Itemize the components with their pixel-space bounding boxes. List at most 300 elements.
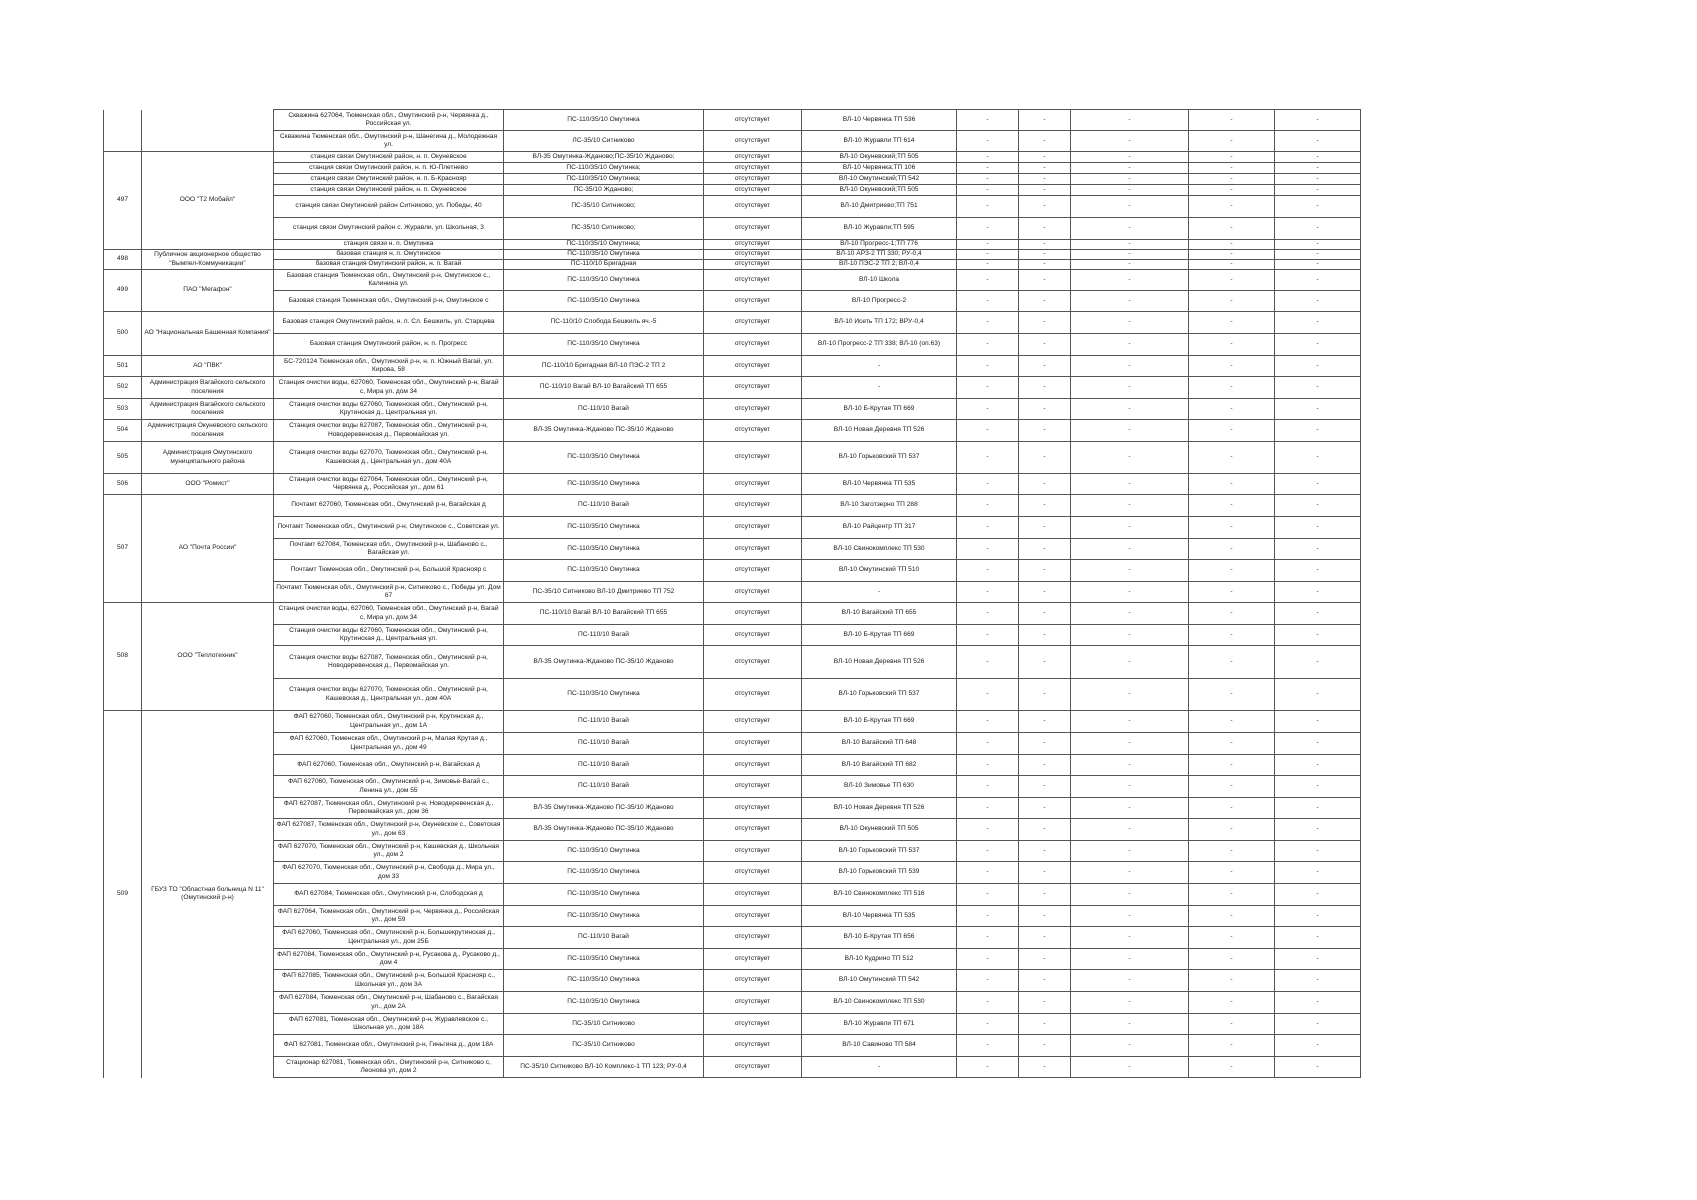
dash-cell: - — [1019, 152, 1071, 163]
dash-cell: - — [957, 185, 1019, 196]
dash-cell: - — [1019, 495, 1071, 517]
dash-cell: - — [957, 334, 1019, 356]
dash-cell: - — [1019, 334, 1071, 356]
dash-cell: - — [1189, 495, 1275, 517]
dash-cell: - — [1189, 399, 1275, 420]
dash-cell: - — [1275, 163, 1361, 174]
dash-cell: - — [957, 1057, 1019, 1078]
dash-cell: - — [957, 798, 1019, 819]
supply-substation: ПС-110/35/10 Омутинка — [504, 841, 704, 862]
dash-cell: - — [1019, 260, 1071, 270]
dash-cell: - — [1189, 819, 1275, 841]
power-line: ВЛ-10 Новая Деревня ТП 526 — [802, 798, 957, 819]
object-address: Почтамт 627060, Тюменская обл., Омутинский р-н, Вагайская д — [274, 495, 504, 517]
dash-cell: - — [1071, 312, 1189, 334]
dash-cell: - — [1275, 377, 1361, 399]
status-cell: отсутствует — [704, 949, 802, 970]
dash-cell: - — [957, 250, 1019, 260]
object-address: Скважина 627064, Тюменская обл., Омутинский р-н, Червянка д., Российская ул. — [274, 110, 504, 131]
supply-substation: ПС-110/35/10 Омутинка — [504, 560, 704, 582]
row-number: 502 — [104, 377, 142, 399]
dash-cell: - — [1019, 240, 1071, 250]
dash-cell: - — [1019, 131, 1071, 152]
dash-cell: - — [957, 218, 1019, 240]
status-cell: отсутствует — [704, 356, 802, 377]
dash-cell: - — [1275, 603, 1361, 625]
supply-substation: ПС-110/10 Вагай — [504, 776, 704, 798]
power-line: ВЛ-10 Горьковский ТП 539 — [802, 862, 957, 884]
table-row — [104, 646, 1361, 679]
power-line: ВЛ-10 Новая Деревня ТП 526 — [802, 420, 957, 442]
dash-cell: - — [1019, 1057, 1071, 1078]
organization-name: ПАО "Мегафон" — [142, 270, 274, 312]
table-row — [104, 474, 1361, 495]
dash-cell: - — [957, 927, 1019, 949]
supply-substation: ПС-110/35/10 Омутинка — [504, 110, 704, 131]
supply-substation: ПС-35/10 Жданово; — [504, 185, 704, 196]
dash-cell: - — [1189, 152, 1275, 163]
dash-cell: - — [1189, 862, 1275, 884]
dash-cell: - — [1275, 1057, 1361, 1078]
object-address: Станция очистки воды, 627060, Тюменская обл., Омутинский р-н, Вагай с, Мира ул, дом 34 — [274, 377, 504, 399]
dash-cell: - — [1019, 291, 1071, 312]
object-address: ФАП 627060, Тюменская обл., Омутинский р-н, Зимовье-Вагай с., Ленина ул., дом 55 — [274, 776, 504, 798]
dash-cell: - — [1189, 517, 1275, 539]
table-row — [104, 312, 1361, 334]
dash-cell: - — [1019, 110, 1071, 131]
dash-cell: - — [1071, 517, 1189, 539]
dash-cell: - — [1189, 970, 1275, 992]
object-address: станция связи Омутинский район Ситниково, ул. Победы, 40 — [274, 196, 504, 218]
dash-cell: - — [1071, 711, 1189, 733]
dash-cell: - — [957, 733, 1019, 755]
object-address: Станция очистки воды 627064, Тюменская обл., Омутинский р-н, Червянка д., Российская ул., дом 61 — [274, 474, 504, 495]
object-address: ФАП 627087, Тюменская обл., Омутинский р-н, Новодеревенская д., Первомайская ул., дом 36 — [274, 798, 504, 819]
status-cell: отсутствует — [704, 110, 802, 131]
power-line: - — [802, 356, 957, 377]
dash-cell: - — [1189, 110, 1275, 131]
power-line: ВЛ-10 Вагайский ТП 648 — [802, 733, 957, 755]
dash-cell: - — [957, 862, 1019, 884]
supply-substation: ПС-110/35/10 Омутинка — [504, 334, 704, 356]
status-cell: отсутствует — [704, 442, 802, 474]
dash-cell: - — [957, 442, 1019, 474]
dash-cell: - — [1071, 862, 1189, 884]
dash-cell: - — [1275, 906, 1361, 927]
table-row — [104, 603, 1361, 625]
power-line: ВЛ-10 Школа — [802, 270, 957, 291]
dash-cell: - — [1019, 711, 1071, 733]
dash-cell: - — [1071, 1014, 1189, 1035]
dash-cell: - — [1019, 646, 1071, 679]
dash-cell: - — [1275, 539, 1361, 560]
power-line: ВЛ-10 Прогресс-1;ТП 776 — [802, 240, 957, 250]
table-row — [104, 152, 1361, 163]
object-address: Базовая станция Тюменская обл., Омутинский р-н, Омутинское с — [274, 291, 504, 312]
dash-cell: - — [957, 517, 1019, 539]
dash-cell: - — [1275, 949, 1361, 970]
table-row — [104, 356, 1361, 377]
dash-cell: - — [1275, 334, 1361, 356]
dash-cell: - — [1189, 625, 1275, 646]
dash-cell: - — [1275, 312, 1361, 334]
dash-cell: - — [1071, 152, 1189, 163]
dash-cell: - — [1189, 927, 1275, 949]
object-address: Базовая станция Тюменская обл., Омутинский р-н, Омутинское с., Калинина ул. — [274, 270, 504, 291]
supply-substation: ПС-35/10 Ситниково; — [504, 218, 704, 240]
row-number: 501 — [104, 356, 142, 377]
row-number: 508 — [104, 603, 142, 711]
dash-cell: - — [1019, 906, 1071, 927]
status-cell: отсутствует — [704, 992, 802, 1014]
table-row — [104, 862, 1361, 884]
dash-cell: - — [1275, 992, 1361, 1014]
dash-cell: - — [1275, 420, 1361, 442]
organization-name: ООО "Теплотехник" — [142, 603, 274, 711]
table-row — [104, 399, 1361, 420]
dash-cell: - — [957, 582, 1019, 603]
table-row — [104, 240, 1361, 250]
dash-cell: - — [1019, 539, 1071, 560]
dash-cell: - — [1071, 582, 1189, 603]
supply-substation: ПС-110/10 Вагай — [504, 625, 704, 646]
supply-substation: ПС-110/35/10 Омутинка — [504, 474, 704, 495]
dash-cell: - — [957, 131, 1019, 152]
power-line: ВЛ-10 Вагайский ТП 682 — [802, 755, 957, 776]
status-cell: отсутствует — [704, 152, 802, 163]
supply-substation: ПС-35/10 Ситниково ВЛ-10 Дмитриево ТП 752 — [504, 582, 704, 603]
power-line: ВЛ-10 Окуневский;ТП 505 — [802, 152, 957, 163]
dash-cell: - — [1071, 240, 1189, 250]
dash-cell: - — [1019, 884, 1071, 906]
dash-cell: - — [1275, 970, 1361, 992]
supply-substation: ПС-110/10 Вагай — [504, 711, 704, 733]
dash-cell: - — [1019, 517, 1071, 539]
dash-cell: - — [1275, 819, 1361, 841]
power-line: ВЛ-10 АРЗ-2 ТП 330; РУ-0,4 — [802, 250, 957, 260]
dash-cell: - — [1275, 560, 1361, 582]
table-row — [104, 582, 1361, 603]
object-address: ФАП 627081, Тюменская обл., Омутинский р-н, Журавлевское с., Школьная ул., дом 18А — [274, 1014, 504, 1035]
object-address: ФАП 627081, Тюменская обл., Омутинский р-н, Гиньгина д., дом 18А — [274, 1035, 504, 1057]
dash-cell: - — [1071, 798, 1189, 819]
row-number: 497 — [104, 152, 142, 250]
dash-cell: - — [1275, 442, 1361, 474]
dash-cell: - — [1275, 152, 1361, 163]
dash-cell: - — [1071, 560, 1189, 582]
dash-cell: - — [1019, 679, 1071, 711]
power-line: ВЛ-10 Окуневский ТП 505 — [802, 819, 957, 841]
table-body — [104, 110, 1361, 1078]
power-line: ВЛ-10 Журавли ТП 671 — [802, 1014, 957, 1035]
table-row — [104, 625, 1361, 646]
document-table — [103, 109, 1361, 1078]
dash-cell: - — [957, 474, 1019, 495]
dash-cell: - — [1189, 884, 1275, 906]
dash-cell: - — [957, 399, 1019, 420]
status-cell: отсутствует — [704, 776, 802, 798]
power-line: ВЛ-10 Дмитриево;ТП 751 — [802, 196, 957, 218]
supply-substation: ПС-110/35/10 Омутинка — [504, 442, 704, 474]
dash-cell: - — [1189, 679, 1275, 711]
dash-cell: - — [1071, 250, 1189, 260]
supply-substation: ПС-110/10 Вагай — [504, 755, 704, 776]
table-row — [104, 755, 1361, 776]
dash-cell: - — [1071, 218, 1189, 240]
dash-cell: - — [1019, 755, 1071, 776]
organization-name: АО "Почта России" — [142, 495, 274, 603]
status-cell: отсутствует — [704, 270, 802, 291]
dash-cell: - — [957, 884, 1019, 906]
dash-cell: - — [1275, 218, 1361, 240]
row-number: 503 — [104, 399, 142, 420]
dash-cell: - — [957, 819, 1019, 841]
supply-substation: ПС-110/10 Вагай ВЛ-10 Вагайский ТП 655 — [504, 377, 704, 399]
dash-cell: - — [1019, 927, 1071, 949]
object-address: ФАП 627064, Тюменская обл., Омутинский р-н, Червянка д., Российская ул., дом 59 — [274, 906, 504, 927]
dash-cell: - — [957, 1014, 1019, 1035]
power-line: ВЛ-10 Червянка ТП 536 — [802, 110, 957, 131]
status-cell: отсутствует — [704, 185, 802, 196]
dash-cell: - — [1189, 196, 1275, 218]
power-line: ВЛ-10 Б-Крутая ТП 669 — [802, 625, 957, 646]
dash-cell: - — [1071, 399, 1189, 420]
dash-cell: - — [1275, 711, 1361, 733]
dash-cell: - — [1275, 798, 1361, 819]
dash-cell: - — [957, 711, 1019, 733]
object-address: Станция очистки воды 627060, Тюменская обл., Омутинский р-н, Крутинская д., Центральная ул. — [274, 399, 504, 420]
status-cell: отсутствует — [704, 927, 802, 949]
object-address: ФАП 627084, Тюменская обл., Омутинский р-н, Шабаново с., Вагайская ул., дом 2А — [274, 992, 504, 1014]
table-row — [104, 539, 1361, 560]
dash-cell: - — [957, 539, 1019, 560]
object-address: ФАП 627060, Тюменская обл., Омутинский р-н, Большекрутинская д., Центральная ул., дом 25Б — [274, 927, 504, 949]
dash-cell: - — [1189, 1035, 1275, 1057]
dash-cell: - — [1189, 474, 1275, 495]
table-row — [104, 711, 1361, 733]
object-address: Почтамт Тюменская обл., Омутинский р-н, Омутинское с., Советская ул. — [274, 517, 504, 539]
dash-cell: - — [957, 291, 1019, 312]
dash-cell: - — [1071, 356, 1189, 377]
dash-cell: - — [1275, 495, 1361, 517]
supply-substation: ПС-35/10 Ситниково ВЛ-10 Комплекс-1 ТП 123; РУ-0,4 — [504, 1057, 704, 1078]
supply-substation: ПС-110/10 Бригадная ВЛ-10 ПЭС-2 ТП 2 — [504, 356, 704, 377]
organization-name: Администрация Окуневского сельского поселения — [142, 420, 274, 442]
dash-cell: - — [957, 679, 1019, 711]
dash-cell: - — [1189, 356, 1275, 377]
power-line: ВЛ-10 Зимовье ТП 630 — [802, 776, 957, 798]
supply-substation: ВЛ-35 Омутинка-Жданово ПС-35/10 Жданово — [504, 646, 704, 679]
table-row — [104, 798, 1361, 819]
dash-cell: - — [1275, 270, 1361, 291]
dash-cell: - — [1019, 163, 1071, 174]
dash-cell: - — [1275, 776, 1361, 798]
power-line: ВЛ-10 Б-Крутая ТП 669 — [802, 399, 957, 420]
table-row — [104, 163, 1361, 174]
dash-cell: - — [1071, 970, 1189, 992]
object-address: ФАП 627085, Тюменская обл., Омутинский р-н, Большой Краснояр с., Школьная ул., дом 3А — [274, 970, 504, 992]
power-line: ВЛ-10 Исеть ТП 172; ВРУ-0,4 — [802, 312, 957, 334]
object-address: Станция очистки воды 627087, Тюменская обл., Омутинский р-н, Новодеревенская д., Первомайская ул. — [274, 646, 504, 679]
table-row — [104, 776, 1361, 798]
dash-cell: - — [957, 312, 1019, 334]
dash-cell: - — [1275, 185, 1361, 196]
dash-cell: - — [957, 776, 1019, 798]
dash-cell: - — [1189, 776, 1275, 798]
dash-cell: - — [957, 1035, 1019, 1057]
dash-cell: - — [1275, 582, 1361, 603]
status-cell: отсутствует — [704, 291, 802, 312]
dash-cell: - — [1019, 270, 1071, 291]
row-number: 504 — [104, 420, 142, 442]
power-line: ВЛ-10 Червянка ТП 535 — [802, 906, 957, 927]
row-number: 505 — [104, 442, 142, 474]
supply-substation: ПС-110/35/10 Омутинка — [504, 270, 704, 291]
dash-cell: - — [957, 270, 1019, 291]
object-address: Станция очистки воды 627070, Тюменская обл., Омутинский р-н, Кашевская д., Центральная ул., дом 40А — [274, 679, 504, 711]
status-cell: отсутствует — [704, 260, 802, 270]
dash-cell: - — [1275, 291, 1361, 312]
power-line: ВЛ-10 Горьковский ТП 537 — [802, 841, 957, 862]
object-address: ФАП 627060, Тюменская обл., Омутинский р-н, Вагайская д — [274, 755, 504, 776]
dash-cell: - — [1189, 603, 1275, 625]
status-cell: отсутствует — [704, 970, 802, 992]
row-number — [104, 110, 142, 152]
dash-cell: - — [1189, 260, 1275, 270]
status-cell: отсутствует — [704, 250, 802, 260]
dash-cell: - — [1071, 906, 1189, 927]
status-cell: отсутствует — [704, 174, 802, 185]
dash-cell: - — [1189, 798, 1275, 819]
dash-cell: - — [1189, 1014, 1275, 1035]
dash-cell: - — [1019, 862, 1071, 884]
supply-substation: ВЛ-35 Омутинка-Жданово ПС-35/10 Жданово — [504, 420, 704, 442]
dash-cell: - — [1189, 312, 1275, 334]
dash-cell: - — [1019, 377, 1071, 399]
power-line: ВЛ-10 Прогресс-2 — [802, 291, 957, 312]
status-cell: отсутствует — [704, 399, 802, 420]
dash-cell: - — [1019, 185, 1071, 196]
status-cell: отсутствует — [704, 560, 802, 582]
power-line: ВЛ-10 Омутинский ТП 510 — [802, 560, 957, 582]
dash-cell: - — [957, 755, 1019, 776]
dash-cell: - — [957, 356, 1019, 377]
organization-name: ООО "Ромист" — [142, 474, 274, 495]
object-address: станция связи Омутинский район, н. п. Б-Краснояр — [274, 174, 504, 185]
status-cell: отсутствует — [704, 240, 802, 250]
dash-cell: - — [1071, 1035, 1189, 1057]
status-cell: отсутствует — [704, 334, 802, 356]
dash-cell: - — [1071, 819, 1189, 841]
object-address: базовая станция Омутинский район, н. п. Вагай — [274, 260, 504, 270]
supply-substation: ВЛ-35 Омутинка-Жданово ПС-35/10 Жданово — [504, 819, 704, 841]
dash-cell: - — [1275, 733, 1361, 755]
dash-cell: - — [1189, 240, 1275, 250]
dash-cell: - — [1189, 334, 1275, 356]
organization-name: ГБУЗ ТО "Областная больница N 11" (Омутинский р-н) — [142, 711, 274, 1078]
dash-cell: - — [957, 163, 1019, 174]
status-cell: отсутствует — [704, 582, 802, 603]
supply-substation: ПС-110/10 Вагай — [504, 733, 704, 755]
object-address: станция связи Омутинский район, н. п. Окуневское — [274, 185, 504, 196]
organization-name: Администрация Омутинского муниципального района — [142, 442, 274, 474]
status-cell: отсутствует — [704, 679, 802, 711]
power-line: - — [802, 582, 957, 603]
table-row — [104, 841, 1361, 862]
dash-cell: - — [1189, 218, 1275, 240]
supply-substation: ПС-110/35/10 Омутинка — [504, 906, 704, 927]
dash-cell: - — [1019, 776, 1071, 798]
dash-cell: - — [1189, 377, 1275, 399]
status-cell: отсутствует — [704, 312, 802, 334]
dash-cell: - — [1189, 711, 1275, 733]
table-row — [104, 1057, 1361, 1078]
dash-cell: - — [1189, 1057, 1275, 1078]
table-row — [104, 334, 1361, 356]
supply-substation: ПС-110/35/10 Омутинка; — [504, 174, 704, 185]
power-line: ВЛ-10 Омутинский ТП 542 — [802, 970, 957, 992]
power-line: ВЛ-10 Журавли;ТП 595 — [802, 218, 957, 240]
table-row — [104, 185, 1361, 196]
status-cell: отсутствует — [704, 1057, 802, 1078]
organization-name: ООО "Т2 Мобайл" — [142, 152, 274, 250]
power-line: ВЛ-10 Горьковский ТП 537 — [802, 679, 957, 711]
table-row — [104, 819, 1361, 841]
object-address: Станция очистки воды, 627060, Тюменская обл., Омутинский р-н, Вагай с, Мира ул, дом 34 — [274, 603, 504, 625]
supply-substation: ПС-110/35/10 Омутинка — [504, 291, 704, 312]
supply-substation: ПС-110/35/10 Омутинка; — [504, 163, 704, 174]
dash-cell: - — [957, 949, 1019, 970]
object-address: Почтамт Тюменская обл., Омутинский р-н, Ситниково с., Победы ул. Дом 67 — [274, 582, 504, 603]
dash-cell: - — [1019, 970, 1071, 992]
row-number: 500 — [104, 312, 142, 356]
table-row — [104, 495, 1361, 517]
dash-cell: - — [957, 970, 1019, 992]
dash-cell: - — [1275, 646, 1361, 679]
dash-cell: - — [1071, 196, 1189, 218]
dash-cell: - — [1071, 495, 1189, 517]
status-cell: отсутствует — [704, 603, 802, 625]
dash-cell: - — [957, 152, 1019, 163]
dash-cell: - — [1189, 185, 1275, 196]
dash-cell: - — [1189, 131, 1275, 152]
table-row — [104, 560, 1361, 582]
dash-cell: - — [1071, 625, 1189, 646]
dash-cell: - — [1019, 420, 1071, 442]
power-line: ВЛ-10 Прогресс-2 ТП 338; ВЛ-10 (оп.63) — [802, 334, 957, 356]
row-number: 499 — [104, 270, 142, 312]
dash-cell: - — [1071, 679, 1189, 711]
dash-cell: - — [1019, 174, 1071, 185]
dash-cell: - — [1189, 841, 1275, 862]
table-row — [104, 196, 1361, 218]
dash-cell: - — [957, 110, 1019, 131]
dash-cell: - — [1275, 625, 1361, 646]
supply-substation: ПС-110/35/10 Омутинка — [504, 884, 704, 906]
dash-cell: - — [1275, 755, 1361, 776]
supply-substation: ПС-110/35/10 Омутинка — [504, 679, 704, 711]
dash-cell: - — [957, 992, 1019, 1014]
dash-cell: - — [1071, 949, 1189, 970]
dash-cell: - — [1071, 927, 1189, 949]
dash-cell: - — [1189, 646, 1275, 679]
object-address: ФАП 627084, Тюменская обл., Омутинский р-н, Русакова д., Русаково д., дом 4 — [274, 949, 504, 970]
dash-cell: - — [1071, 185, 1189, 196]
power-line: ВЛ-10 Вагайский ТП 655 — [802, 603, 957, 625]
supply-substation: ПС-110/35/10 Омутинка — [504, 970, 704, 992]
dash-cell: - — [1189, 906, 1275, 927]
organization-name: АО "Национальная Башенная Компания" — [142, 312, 274, 356]
